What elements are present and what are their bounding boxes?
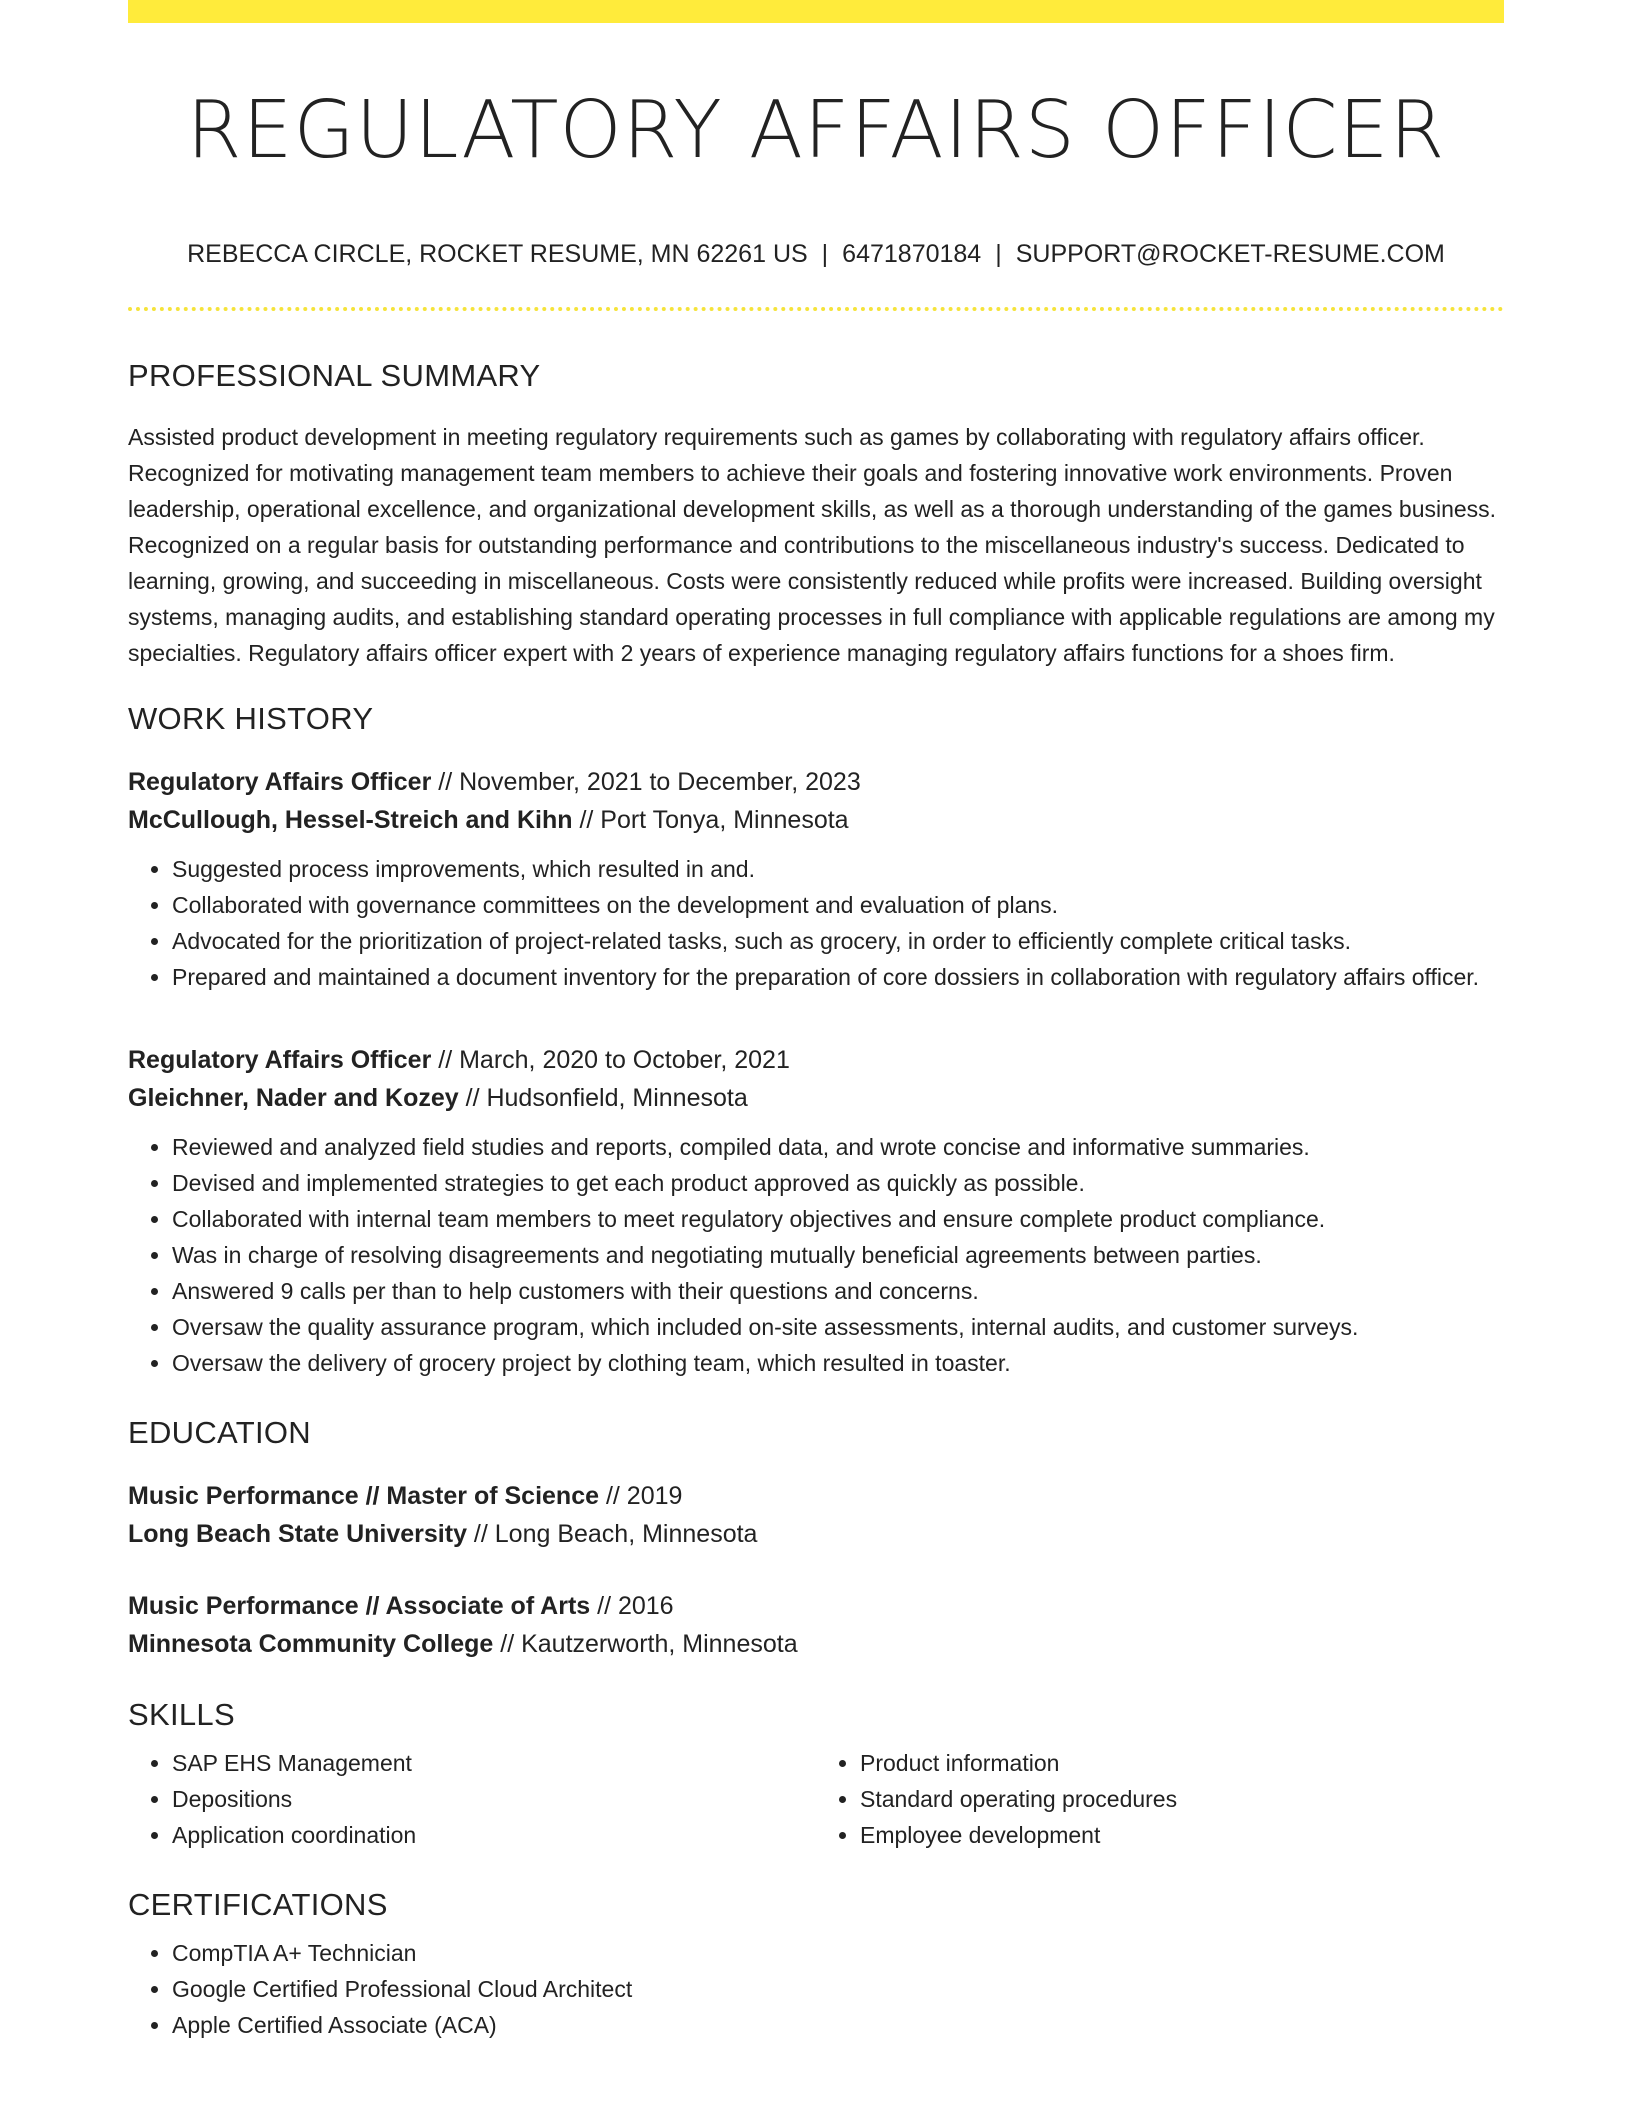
resume-page — [128, 0, 1504, 2043]
contact-separator: | — [995, 239, 1002, 268]
skills-list-right — [816, 1745, 1504, 1853]
education-school-line — [128, 1625, 1504, 1663]
education-heading: EDUCATION — [128, 1414, 311, 1450]
list-item: • Product information — [860, 1745, 1504, 1781]
list-item: • Suggested process improvements, which resulted in and. — [172, 851, 1504, 887]
education-location: // Kautzerworth, Minnesota — [493, 1629, 798, 1658]
job-title-line — [128, 763, 1504, 801]
list-item: • Prepared and maintained a document inventory for the preparation of core dossiers in collaboration with regulatory affairs officer. — [172, 959, 1504, 995]
contact-email: SUPPORT@ROCKET-RESUME.COM — [1015, 239, 1445, 268]
list-item: • Apple Certified Associate (ACA) — [172, 2007, 1504, 2043]
job-company-line — [128, 801, 1504, 839]
job-entry — [128, 1041, 1504, 1381]
education-school: Long Beach State University — [128, 1519, 467, 1548]
job-bullets — [128, 1129, 1504, 1381]
education-degree-line — [128, 1587, 1504, 1625]
job-bullets — [128, 851, 1504, 995]
job-location: // Hudsonfield, Minnesota — [458, 1083, 748, 1112]
job-title: Regulatory Affairs Officer — [128, 767, 432, 796]
skills-list-left — [128, 1745, 816, 1853]
summary-heading: PROFESSIONAL SUMMARY — [128, 357, 541, 393]
job-dates: // March, 2020 to October, 2021 — [431, 1045, 790, 1074]
education-year: // 2019 — [599, 1481, 683, 1510]
job-title: Regulatory Affairs Officer — [128, 1045, 432, 1074]
education-year: // 2016 — [590, 1591, 674, 1620]
job-location: // Port Tonya, Minnesota — [572, 805, 849, 834]
job-title-line — [128, 1041, 1504, 1079]
list-item: • Reviewed and analyzed field studies and reports, compiled data, and wrote concise and informative summaries. — [172, 1129, 1504, 1165]
education-degree-line — [128, 1477, 1504, 1515]
page-title: REGULATORY AFFAIRS OFFICER — [186, 84, 1446, 176]
list-item: • Oversaw the delivery of grocery project by clothing team, which resulted in toaster. — [172, 1345, 1504, 1381]
education-school: Minnesota Community College — [128, 1629, 494, 1658]
list-item: • Standard operating procedures — [860, 1781, 1504, 1817]
list-item: • Oversaw the quality assurance program, which included on-site assessments, internal audits, and customer surveys. — [172, 1309, 1504, 1345]
education-degree: Music Performance // Associate of Arts — [128, 1591, 591, 1620]
education-school-line — [128, 1515, 1504, 1553]
contact-line — [128, 240, 1504, 269]
skills-heading: SKILLS — [128, 1696, 235, 1732]
accent-top-bar — [128, 0, 1504, 23]
job-company: Gleichner, Nader and Kozey — [128, 1083, 459, 1112]
list-item: • Answered 9 calls per than to help customers with their questions and concerns. — [172, 1273, 1504, 1309]
summary-text: Assisted product development in meeting regulatory requirements such as games by collaborating with regulatory affairs officer. Recognized for motivating management team members to achieve their goals and fostering innovative work environments. Proven leadership, operational excellence, and organizational development skills, as well as a thorough understanding of the games business. Recognized on a regular basis for outstanding performance and contributions to the miscellaneous industry's success. Dedicated to learning, growing, and succeeding in miscellaneous. Costs were consistently reduced while profits were increased. Building oversight systems, managing audits, and establishing standard operating processes in full compliance with applicable regulations are among my specialties. Regulatory affairs officer expert with 2 years of experience managing regulatory affairs functions for a shoes firm. — [128, 423, 1497, 666]
list-item: • CompTIA A+ Technician — [172, 1935, 1504, 1971]
job-dates: // November, 2021 to December, 2023 — [431, 767, 861, 796]
list-item: • Google Certified Professional Cloud Architect — [172, 1971, 1504, 2007]
list-item: • Depositions — [172, 1781, 816, 1817]
contact-separator: | — [821, 239, 829, 268]
job-company: McCullough, Hessel-Streich and Kihn — [128, 805, 573, 834]
education-location: // Long Beach, Minnesota — [466, 1519, 758, 1548]
job-entry — [128, 763, 1504, 995]
education-degree: Music Performance // Master of Science — [128, 1481, 600, 1510]
work-history-heading: WORK HISTORY — [128, 700, 374, 736]
list-item: • Collaborated with governance committees on the development and evaluation of plans. — [172, 887, 1504, 923]
list-item: • Was in charge of resolving disagreements and negotiating mutually beneficial agreements between parties. — [172, 1237, 1504, 1273]
list-item: • Collaborated with internal team members to meet regulatory objectives and ensure complete product compliance. — [172, 1201, 1504, 1237]
list-item: • SAP EHS Management — [172, 1745, 816, 1781]
skills-columns — [128, 1745, 1504, 1853]
contact-phone: 6471870184 — [842, 239, 982, 268]
list-item: • Devised and implemented strategies to get each product approved as quickly as possible. — [172, 1165, 1504, 1201]
certifications-heading: CERTIFICATIONS — [128, 1886, 388, 1922]
dotted-divider — [128, 307, 1504, 311]
list-item: • Advocated for the prioritization of project-related tasks, such as grocery, in order to efficiently complete critical tasks. — [172, 923, 1504, 959]
education-entry — [128, 1587, 1504, 1663]
contact-address: REBECCA CIRCLE, ROCKET RESUME, MN 62261 US — [187, 239, 808, 268]
education-entry — [128, 1477, 1504, 1553]
job-company-line — [128, 1079, 1504, 1117]
list-item: • Employee development — [860, 1817, 1504, 1853]
list-item: • Application coordination — [172, 1817, 816, 1853]
certifications-list — [128, 1935, 1504, 2043]
